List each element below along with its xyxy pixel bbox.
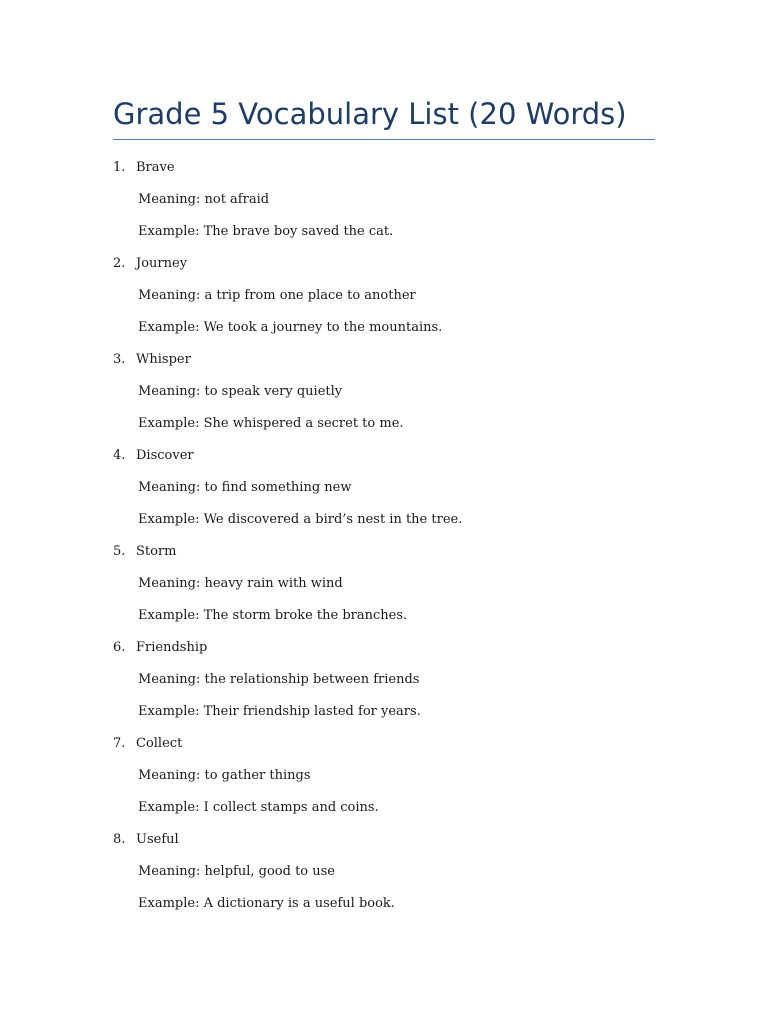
- vocab-heading: [0, 637, 700, 669]
- entry-number: 2.: [113, 256, 126, 271]
- vocab-meaning: Meaning: not afraid: [138, 192, 270, 207]
- vocab-word: Discover: [136, 448, 194, 463]
- vocabulary-list: [0, 157, 700, 925]
- vocab-heading: [0, 157, 700, 189]
- vocab-meaning: Meaning: to speak very quietly: [138, 384, 343, 399]
- vocab-word: Storm: [136, 544, 177, 559]
- vocab-heading: [0, 733, 700, 765]
- entry-number: 1.: [113, 160, 126, 175]
- vocab-meaning: Meaning: to find something new: [138, 480, 352, 495]
- entry-number: 6.: [113, 640, 126, 655]
- vocab-example: Example: A dictionary is a useful book.: [138, 896, 395, 911]
- entry-number: 3.: [113, 352, 126, 367]
- vocab-word: Useful: [136, 832, 179, 847]
- vocab-meaning: Meaning: heavy rain with wind: [138, 576, 343, 591]
- vocab-example: Example: She whispered a secret to me.: [138, 416, 404, 431]
- vocab-entry: [0, 349, 700, 445]
- vocab-meaning: Meaning: helpful, good to use: [138, 864, 335, 879]
- entry-number: 7.: [113, 736, 126, 751]
- vocab-meaning: Meaning: a trip from one place to another: [138, 288, 416, 303]
- vocab-heading: [0, 829, 700, 861]
- entry-number: 4.: [113, 448, 126, 463]
- vocab-entry: [0, 733, 700, 829]
- vocab-heading: [0, 541, 700, 573]
- entry-number: 5.: [113, 544, 126, 559]
- vocab-example: Example: The brave boy saved the cat.: [138, 224, 394, 239]
- title-divider: [113, 139, 655, 140]
- vocab-meaning: Meaning: the relationship between friends: [138, 672, 420, 687]
- page-title: Grade 5 Vocabulary List (20 Words): [113, 97, 627, 131]
- vocab-example: Example: Their friendship lasted for years.: [138, 704, 421, 719]
- vocab-example: Example: I collect stamps and coins.: [138, 800, 379, 815]
- vocab-entry: [0, 157, 700, 253]
- vocab-example: Example: The storm broke the branches.: [138, 608, 408, 623]
- vocab-word: Collect: [136, 736, 183, 751]
- vocab-example: Example: We discovered a bird’s nest in the tree.: [138, 512, 463, 527]
- vocab-word: Journey: [136, 256, 188, 271]
- vocab-entry: [0, 445, 700, 541]
- entry-number: 8.: [113, 832, 126, 847]
- vocab-entry: [0, 253, 700, 349]
- vocab-word: Whisper: [136, 352, 191, 367]
- vocab-heading: [0, 349, 700, 381]
- vocab-entry: [0, 541, 700, 637]
- vocab-heading: [0, 253, 700, 285]
- vocab-entry: [0, 637, 700, 733]
- vocab-heading: [0, 445, 700, 477]
- vocab-word: Friendship: [136, 640, 208, 655]
- vocab-example: Example: We took a journey to the mountains.: [138, 320, 443, 335]
- vocab-word: Brave: [136, 160, 175, 175]
- vocab-meaning: Meaning: to gather things: [138, 768, 311, 783]
- vocab-entry: [0, 829, 700, 925]
